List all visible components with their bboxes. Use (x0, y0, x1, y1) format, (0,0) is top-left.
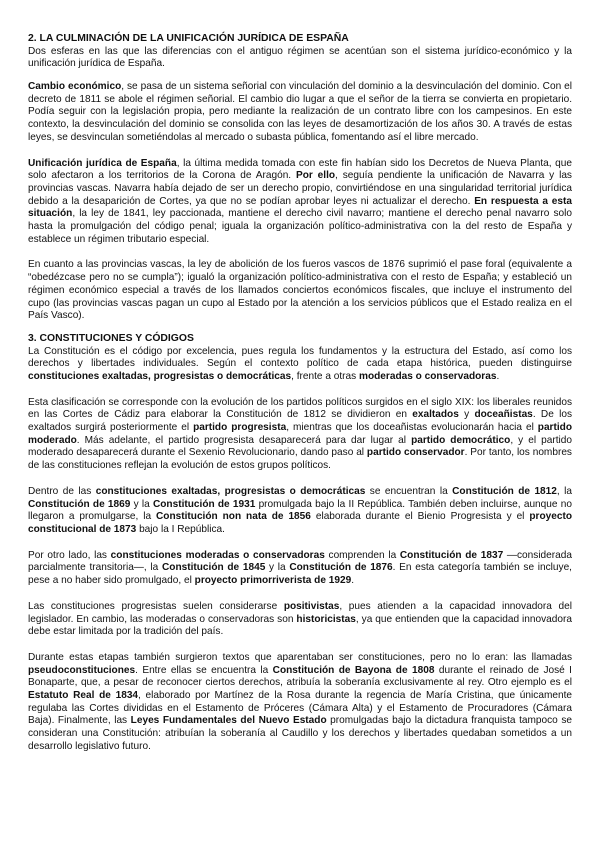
paragraph-pseudoconstitutions: Durante estas etapas también surgieron textos que aparentaban ser constituciones, pero no lo eran: las llamadas pseudoconstituciones. Entre ellas se encuentra la Constitución de Bayona de 1808 durante el reinado de José I Bonaparte, que, a pesar de reconocer ciertos derechos, atribuía la soberanía exclusivamente al rey. Otro ejemplo es el Estatuto Real de 1834, elaborado por Martínez de la Rosa durante la regencia de María Cristina, que únicamente regulaba las Cortes divididas en el Estamento de Próceres (Cámara Alta) y el Estamento de Procuradores (Cámara Baja). Finalmente, las Leyes Fundamentales del Nuevo Estado promulgadas bajo la dictadura franquista tampoco se consideran una Constitución: atribuían la soberanía al Caudillo y los derechos y libertades quedaban sometidos a un desarrollo legislativo futuro. (28, 651, 573, 752)
term-economic-change: Cambio económico (28, 81, 122, 92)
section-3-heading: 3. CONSTITUCIONES Y CÓDIGOS (28, 332, 194, 344)
term-legal-unification: Unificación jurídica de España (28, 157, 177, 169)
paragraph-legal-unification: Unificación jurídica de España, la última medida tomada con este fin habían sido los Decretos de Nueva Planta, que solo afectaron a los territorios de la Corona de Aragón. Por ello, seguía pendiente la unificación de Navarra y las provincias vascas. Navarra había dejado de ser un derecho propio, convirtiéndose en una singularidad territorial jurídica debido a la desaparición de Cortes, ya que no se podían aprobar leyes ni actualizar el derecho. En respuesta a esta situación, la ley de 1841, ley paccionada, mantiene el derecho civil navarro; mantiene el derecho penal navarro solo hasta la promulgación del código penal; iguala la organización político-administrativa con la del resto de España y establece un régimen tributario especial. (28, 157, 572, 245)
paragraph-moderate-constitutions: Por otro lado, las constituciones moderadas o conservadoras comprenden la Constitución de 1837 —considerada parcialmente transitoria—, la Constitución de 1845 y la Constitución de 1876. En esta categoría también se incluye, pese a no haber sido promulgado, el proyecto primorriverista de 1929. (28, 549, 572, 587)
paragraph-constitution-definition: La Constitución es el código por excelencia, pues regula los fundamentos y la estructura del Estado, así como los derechos y libertades individuales. Según el contexto político de cada etapa histórica, pueden distinguirse constituciones exaltadas, progresistas o democráticas, frente a otras moderadas o conservadoras. (28, 345, 572, 382)
paragraph-political-parties: Esta clasificación se corresponde con la evolución de los partidos políticos surgidos en el siglo XIX: los liberales reunidos en las Cortes de Cádiz para elaborar la Constitución de 1812 se dividieron en exaltados y doceañistas. De los exaltados surgirá posteriormente el partido progresista, mientras que los doceañistas evolucionarán hacia el partido moderado. Más adelante, el partido progresista desaparecerá para dar lugar al partido democrático, y el partido moderado desaparecerá durante el Sexenio Revolucionario, dando paso al partido conservador. Por tanto, los nombres de las constituciones reflejan la evolución de estos grupos políticos. (28, 396, 573, 472)
paragraph-progressive-constitutions: Dentro de las constituciones exaltadas, progresistas o democráticas se encuentran la Constitución de 1812, la Constitución de 1869 y la Constitución de 1931 promulgada bajo la II República. También deben incluirse, aunque no llegaron a promulgarse, la Constitución non nata de 1856 elaborada durante el Bienio Progresista y el proyecto constitucional de 1873 bajo la I República. (28, 485, 572, 535)
paragraph-basque-provinces: En cuanto a las provincias vascas, la ley de abolición de los fueros vascos de 1876 suprimió el pase foral (equivalente a “obedézcase pero no se cumpla”); igualó la organización político-administrativa con el resto de España; y estableció un régimen económico especial a través de los llamados conciertos económicos fiscales, que incluye el instrumento del cupo (las provincias vascas pagan un cupo al Estado por la atención a los servicios públicos que el Estado realiza en el País Vasco). (28, 259, 572, 322)
paragraph-economic-change: Cambio económico, se pasa de un sistema señorial con vinculación del dominio a la desvinculación del dominio. Con el decreto de 1811 se abole el régimen señorial. El cambio dio lugar a que el señor de la tierra se convierta en propietario. Podía seguir con la legislación propia, pero mediante la realización de un contrato libre con los campesinos. En este contexto, la desvinculación del dominio se consolida con las leyes de desamortización de los años 30. A través de estas leyes, se desvinculan sometiéndolas al mercado o subasta pública, fomentando así el libre mercado. (28, 81, 572, 143)
section-2-heading: 2. LA CULMINACIÓN DE LA UNIFICACIÓN JURÍDICA DE ESPAÑA (28, 33, 349, 44)
section-2-intro: Dos esferas en las que las diferencias con el antiguo régimen se acentúan son el sistema jurídico-económico y la unificación jurídica de España. (28, 45, 572, 70)
paragraph-positivist-historicist: Las constituciones progresistas suelen considerarse positivistas, pues atienden a la capacidad innovadora del legislador. En cambio, las moderadas o conservadoras son historicistas, ya que entienden que la capacidad innovadora debe estar limitada por la tradición del país. (28, 600, 572, 638)
